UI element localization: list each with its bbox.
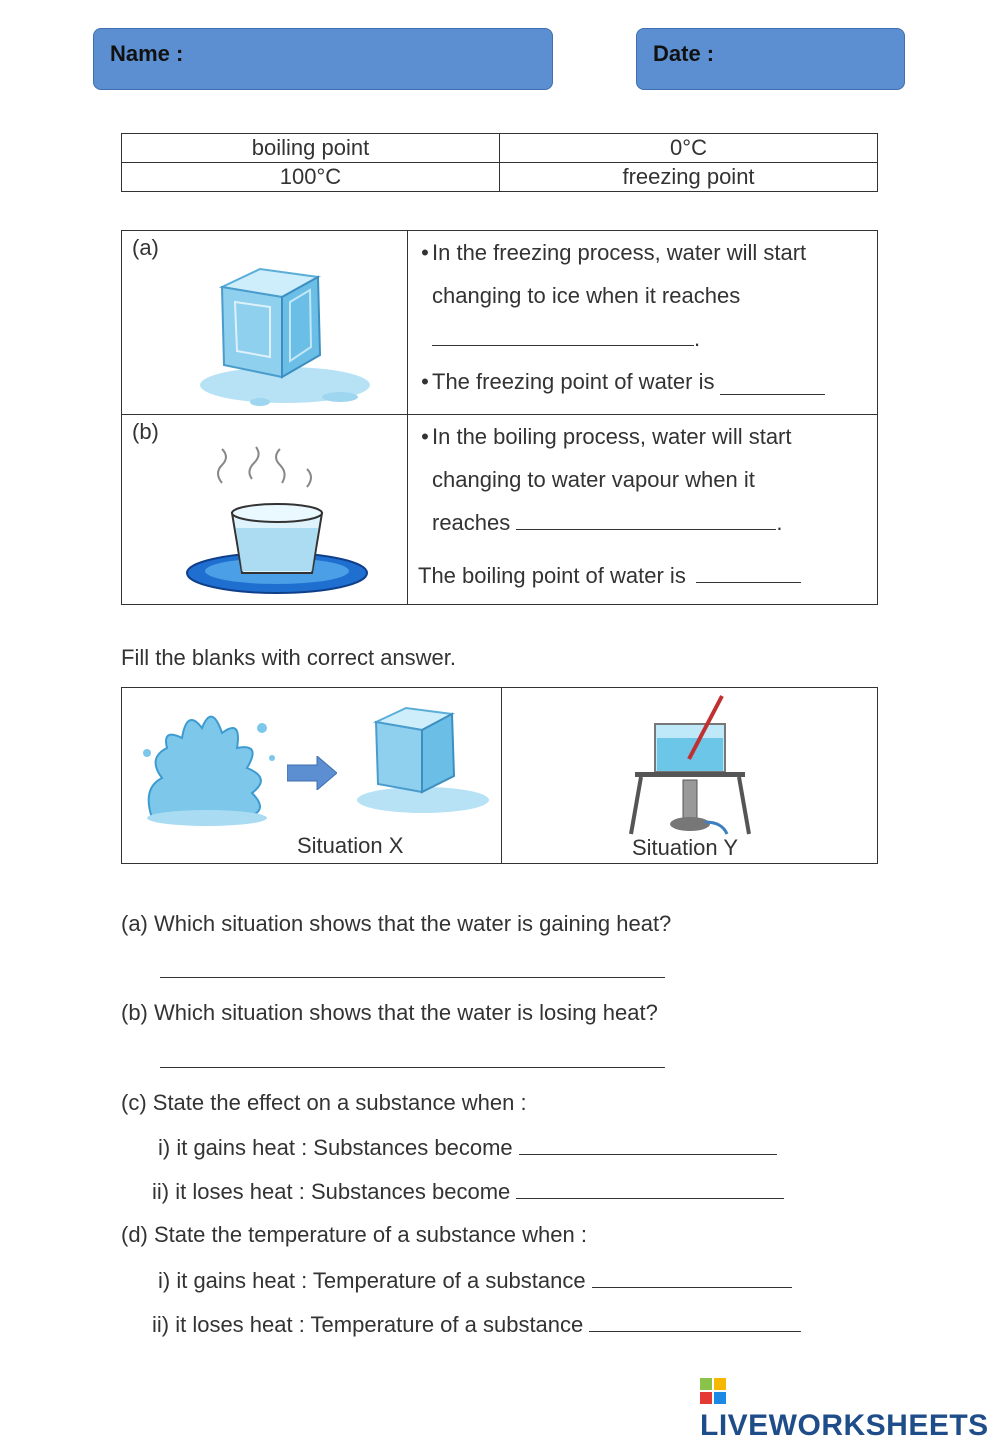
boiling-point-blank[interactable]	[696, 562, 801, 583]
word-bank-cell[interactable]: 100°C	[122, 163, 500, 192]
boiling-line-2: changing to water vapour when it	[432, 467, 755, 492]
bullet-icon: •	[421, 240, 429, 265]
name-label: Name :	[110, 41, 184, 66]
question-c-ii	[152, 1178, 784, 1205]
question-d: (d) State the temperature of a substance when :	[121, 1222, 587, 1247]
freezing-text-cell	[408, 231, 878, 415]
word-bank-cell[interactable]: boiling point	[122, 134, 500, 163]
table-row	[122, 163, 878, 192]
reaches-text: reaches	[432, 510, 511, 535]
date-label: Date :	[653, 41, 715, 66]
freezing-line-3	[418, 317, 867, 360]
boiling-water-cup-image	[182, 443, 368, 603]
answer-blank-d-ii[interactable]	[589, 1311, 801, 1332]
situation-x-cell	[122, 688, 502, 864]
bullet-icon: •	[421, 424, 429, 449]
answer-blank-c-i[interactable]	[519, 1134, 777, 1155]
liveworksheets-logo-icon	[700, 1378, 726, 1404]
table-row	[122, 688, 878, 864]
ice-cube-image	[190, 257, 372, 413]
table-row	[122, 134, 878, 163]
table-row	[122, 231, 878, 415]
question-c-ii-text: ii) it loses heat : Substances become	[152, 1179, 511, 1204]
ice-cube-small-image	[348, 700, 493, 818]
name-field[interactable]	[93, 28, 553, 90]
row-label-a: (a)	[132, 235, 159, 260]
answer-blank-c-ii[interactable]	[516, 1178, 784, 1199]
boiling-point-text: The boiling point of water is	[418, 563, 686, 588]
arrow-right-icon	[287, 756, 337, 790]
word-bank-cell[interactable]: 0°C	[500, 134, 878, 163]
situation-y-cell	[502, 688, 878, 864]
liveworksheets-logo[interactable]	[700, 1375, 1000, 1443]
bullet-icon: •	[421, 369, 429, 394]
question-c-i	[158, 1134, 777, 1161]
question-d-ii	[152, 1311, 801, 1338]
instruction-text: Fill the blanks with correct answer.	[121, 645, 457, 670]
water-splash-image	[132, 698, 282, 830]
boiling-line-1: In the boiling process, water will start	[432, 424, 792, 449]
ice-cell	[122, 231, 408, 415]
row-label-b: (b)	[132, 419, 159, 444]
question-b: (b) Which situation shows that the water is losing heat?	[121, 1000, 658, 1025]
situation-y-label: Situation Y	[632, 835, 739, 860]
boiling-text-cell	[408, 415, 878, 605]
period: .	[694, 326, 701, 351]
beaker-burner-image	[627, 694, 752, 836]
freezing-line-1: In the freezing process, water will start	[432, 240, 807, 265]
bullet-item	[418, 415, 867, 458]
table-row	[122, 415, 878, 605]
freezing-point-blank[interactable]	[720, 374, 825, 395]
date-field[interactable]	[636, 28, 905, 90]
process-table	[121, 230, 878, 605]
word-bank-cell[interactable]: freezing point	[500, 163, 878, 192]
question-c: (c) State the effect on a substance when :	[121, 1090, 527, 1115]
question-d-i-text: i) it gains heat : Temperature of a substance	[158, 1268, 586, 1293]
question-c-i-text: i) it gains heat : Substances become	[158, 1135, 513, 1160]
boiling-cup-cell	[122, 415, 408, 605]
answer-line-a[interactable]	[160, 977, 665, 978]
bullet-item	[418, 231, 867, 274]
word-bank-table	[121, 133, 878, 192]
situation-x-label: Situation X	[297, 833, 404, 858]
answer-line-b[interactable]	[160, 1067, 665, 1068]
boiling-line-4	[418, 554, 867, 597]
bullet-item	[418, 360, 867, 403]
boiling-blank-1[interactable]	[516, 509, 776, 530]
question-d-i	[158, 1267, 792, 1294]
freezing-line-2: changing to ice when it reaches	[432, 283, 741, 308]
period: .	[776, 510, 783, 535]
freezing-blank-1[interactable]	[432, 325, 694, 346]
question-d-ii-text: ii) it loses heat : Temperature of a substance	[152, 1312, 584, 1337]
situations-table	[121, 687, 878, 864]
boiling-line-3	[418, 501, 867, 544]
logo-text: LIVEWORKSHEETS	[700, 1409, 989, 1442]
freezing-line-4: The freezing point of water is	[432, 369, 715, 394]
answer-blank-d-i[interactable]	[592, 1267, 792, 1288]
question-a: (a) Which situation shows that the water is gaining heat?	[121, 911, 672, 936]
